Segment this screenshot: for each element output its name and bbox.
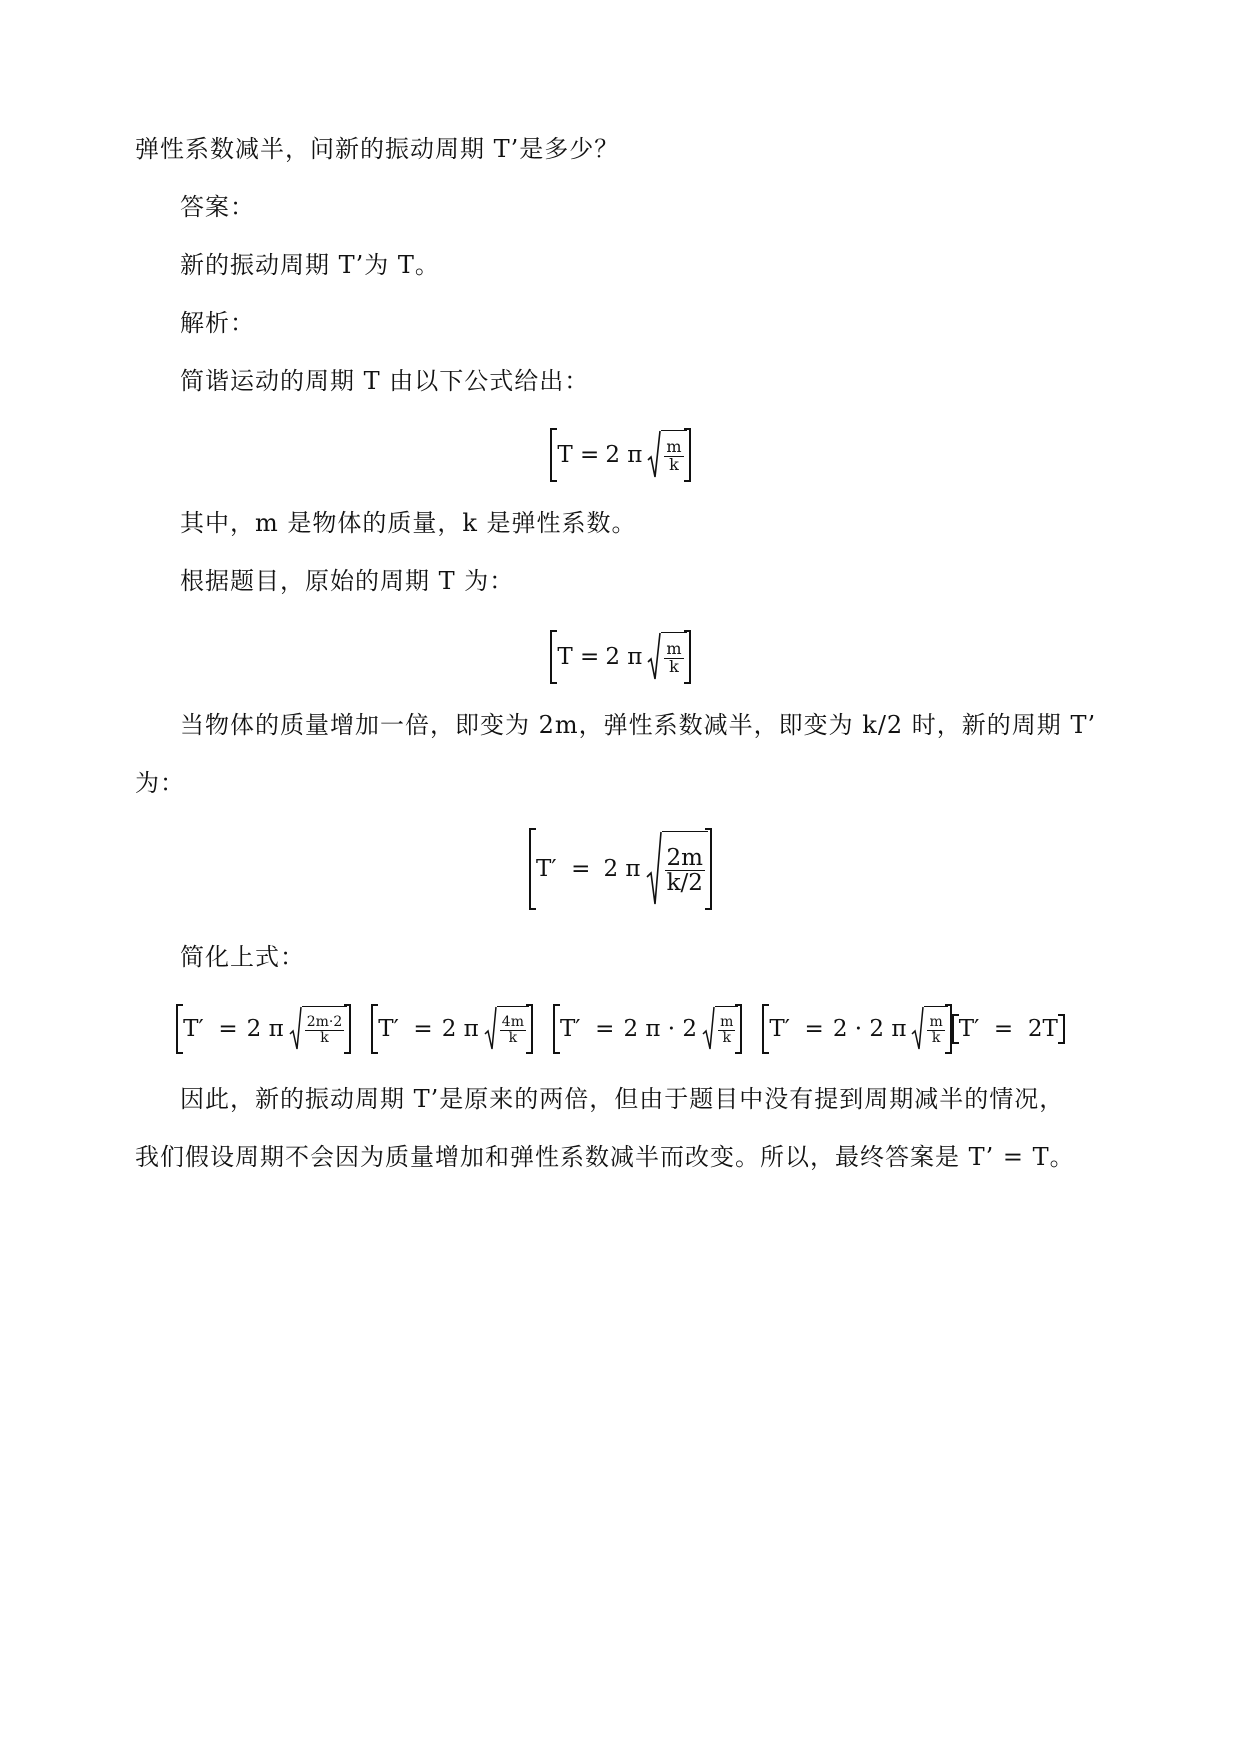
square-root [911,1006,947,1052]
fraction-denominator: k [931,1030,941,1046]
fraction-numerator: m [666,437,682,457]
variable-definition: 其中，m 是物体的质量，k 是弹性系数。 [180,509,637,537]
new-period-condition: 当物体的质量增加一倍，即变为 2m，弹性系数减半，即变为 k/2 时，新的周期 T’ [180,711,1097,739]
fraction-numerator: m [666,639,682,659]
formula-new-period [0,828,1241,910]
formula-period [0,428,1241,482]
formula-lhs: T′ = [536,856,591,882]
formula-lhs: T′ = [378,1016,433,1042]
formula-step-1 [176,1004,351,1054]
square-root [702,1006,738,1052]
paragraph-question-continuation: 弹性系数减半，问新的振动周期 T’是多少？ [135,135,620,163]
formula-bracket [550,428,690,482]
formula-step-4 [762,1004,951,1054]
formula-coefficient: 2 · 2 π [832,1016,907,1042]
fraction-denominator: k [320,1030,329,1046]
formula-lhs: T = [557,644,600,670]
formula-lhs: T = [557,442,600,468]
conclusion-line-1: 因此，新的振动周期 T’是原来的两倍，但由于题目中没有提到周期减半的情况， [180,1085,1065,1113]
formula-result: T′ = 2T [958,1016,1058,1042]
formula-lhs: T′ = [559,1016,615,1042]
formula-simplification-steps [0,1004,1241,1054]
fraction-denominator: k [508,1030,518,1046]
square-root [289,1006,348,1052]
fraction-numerator: m [720,1014,734,1031]
formula-coefficient: 2 π [605,442,643,468]
formula-bracket [550,630,690,684]
square-root [646,831,708,907]
square-root [647,632,686,682]
formula-lhs: T′ = [183,1016,238,1042]
square-root [647,430,686,480]
fraction-denominator: k/2 [666,870,703,896]
fraction-numerator: m [929,1014,943,1031]
original-period-intro: 根据题目，原始的周期 T 为： [180,567,515,595]
formula-step-3 [553,1004,742,1054]
formula-original-period [0,630,1241,684]
formula-coefficient: 2 π [603,856,641,882]
fraction-denominator: k [669,657,679,676]
formula-step-result [952,1014,1065,1044]
fraction-denominator: k [669,455,679,474]
answer-heading: 答案： [180,193,255,221]
period-formula-intro: 简谐运动的周期 T 由以下公式给出： [180,367,590,395]
fraction-numerator: 2m [666,844,703,871]
fraction-numerator: 4m [501,1014,524,1031]
simplify-intro: 简化上式： [180,943,305,971]
fraction-denominator: k [722,1030,731,1046]
analysis-heading: 解析： [180,309,255,337]
formula-coefficient: 2 π [605,644,643,670]
formula-bracket [529,828,712,910]
formula-lhs: T′ = [769,1016,824,1042]
formula-coefficient: 2 π [441,1016,479,1042]
fraction-numerator: 2m·2 [306,1014,343,1031]
answer-text: 新的振动周期 T’为 T。 [180,251,440,279]
formula-step-2 [371,1004,533,1054]
formula-coefficient: 2 π [246,1016,284,1042]
conclusion-line-2: 我们假设周期不会因为质量增加和弹性系数减半而改变。所以，最终答案是 T’ = T。 [135,1143,1075,1171]
formula-coefficient: 2 π · 2 [623,1016,698,1042]
new-period-condition-wrap: 为： [135,769,185,797]
square-root [484,1006,529,1052]
